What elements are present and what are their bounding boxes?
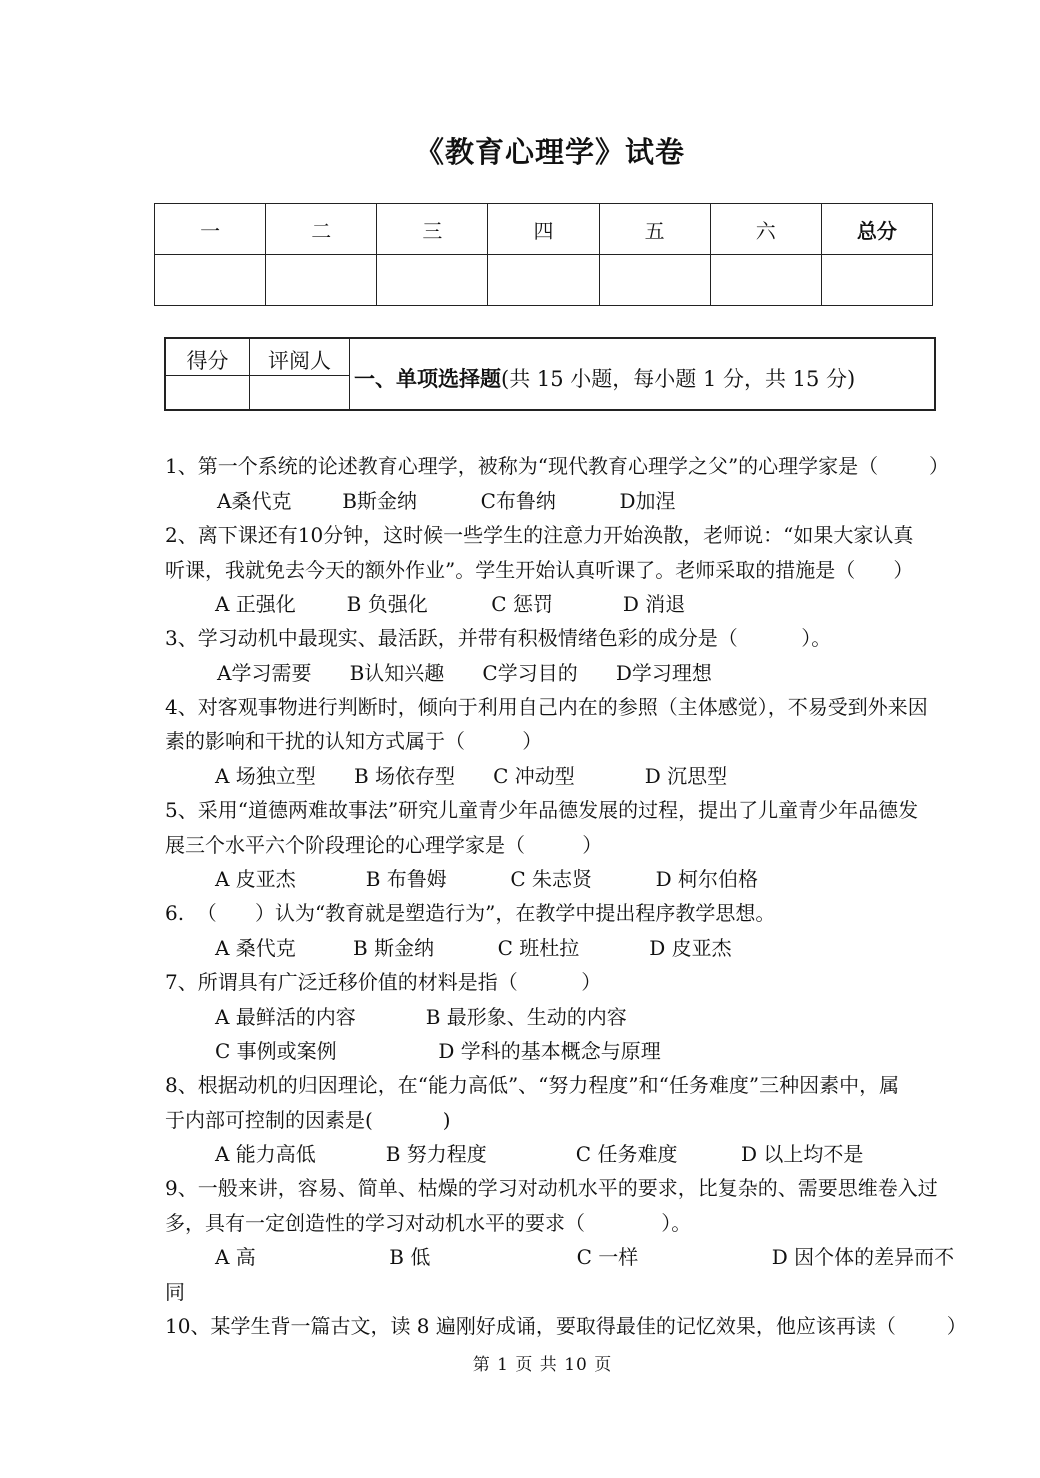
score-label: 得分 [186,349,229,373]
question-5-options: A 皮亚杰 B 布鲁姆 C 朱志贤 D 柯尔伯格 [215,867,758,891]
question-8: 8、根据动机的归因理论，在“能力高低”、“努力程度”和“任务难度”三种因素中，属 [165,1073,900,1097]
score-header-4: 四 [488,204,599,255]
question-10: 10、某学生背一篇古文，读 8 遍刚好成诵，要取得最佳的记忆效果，他应该再读（ ） [165,1314,967,1338]
question-1: 1、第一个系统的论述教育心理学，被称为“现代教育心理学之父”的心理学家是（ ） [165,454,950,478]
score-header-2: 二 [266,204,377,255]
section-heading [354,363,855,393]
question-4-options: A 场独立型 B 场依存型 C 冲动型 D 沉思型 [215,764,728,788]
score-cell-2 [266,255,377,306]
question-2: 2、离下课还有10分钟，这时候一些学生的注意力开始涣散，老师说：“如果大家认真 [165,523,914,547]
section-title: 一、单项选择题 [354,367,501,391]
score-cell-6 [710,255,821,306]
section-note: (共 15 小题，每小题 1 分，共 15 分) [501,367,856,391]
question-6-options: A 桑代克 B 斯金纳 C 班杜拉 D 皮亚杰 [215,936,732,960]
score-cell-total [821,255,932,306]
score-cell-5 [599,255,710,306]
reviewer-label: 评阅人 [268,349,331,373]
score-cell-3 [377,255,488,306]
question-6: 6. （ ）认为“教育就是塑造行为”，在教学中提出程序教学思想。 [165,901,776,925]
question-9-options: A 高 B 低 C 一样 D 因个体的差异而不 [215,1245,955,1269]
reviewer-label-cell [250,339,350,409]
score-header-5: 五 [599,204,710,255]
score-header-6: 六 [710,204,821,255]
question-8-options: A 能力高低 B 努力程度 C 任务难度 D 以上均不是 [215,1142,864,1166]
question-9-cont: 多，具有一定创造性的学习对动机水平的要求（ ）。 [165,1211,692,1235]
score-cell-1 [155,255,266,306]
grader-box [164,337,936,411]
question-7: 7、所谓具有广泛迁移价值的材料是指（ ） [165,970,602,994]
question-9: 9、一般来讲，容易、简单、枯燥的学习对动机水平的要求，比复杂的、需要思维卷入过 [165,1176,938,1200]
grader-divider [166,375,350,376]
question-2-options: A 正强化 B 负强化 C 惩罚 D 消退 [215,592,686,616]
question-2-cont: 听课，我就免去今天的额外作业”。学生开始认真听课了。老师采取的措施是（ ） [165,558,914,582]
score-header-total: 总分 [821,204,932,255]
score-header-1: 一 [155,204,266,255]
question-1-options: A桑代克 B斯金纳 C布鲁纳 D加涅 [217,489,676,513]
question-3: 3、学习动机中最现实、最活跃，并带有积极情绪色彩的成分是（ ）。 [165,626,832,650]
question-5: 5、采用“道德两难故事法”研究儿童青少年品德发展的过程，提出了儿童青少年品德发 [165,798,919,822]
question-8-cont: 于内部可控制的因素是( ) [165,1108,451,1132]
question-3-options: A学习需要 B认知兴趣 C学习目的 D学习理想 [217,661,712,685]
score-table [154,203,933,306]
page-footer: 第 1 页 共 10 页 [472,1355,613,1375]
page-title: 《教育心理学》试卷 [414,135,685,169]
question-9-options-cont: 同 [165,1280,185,1304]
question-4: 4、对客观事物进行判断时，倾向于利用自己内在的参照（主体感觉），不易受到外来因 [165,695,928,719]
score-header-3: 三 [377,204,488,255]
question-5-cont: 展三个水平六个阶段理论的心理学家是（ ） [165,833,603,857]
question-7-options-ab: A 最鲜活的内容 B 最形象、生动的内容 [215,1005,627,1029]
question-7-options-cd: C 事例或案例 D 学科的基本概念与原理 [215,1039,661,1063]
score-label-cell [166,339,250,409]
question-4-cont: 素的影响和干扰的认知方式属于（ ） [165,729,543,753]
score-cell-4 [488,255,599,306]
